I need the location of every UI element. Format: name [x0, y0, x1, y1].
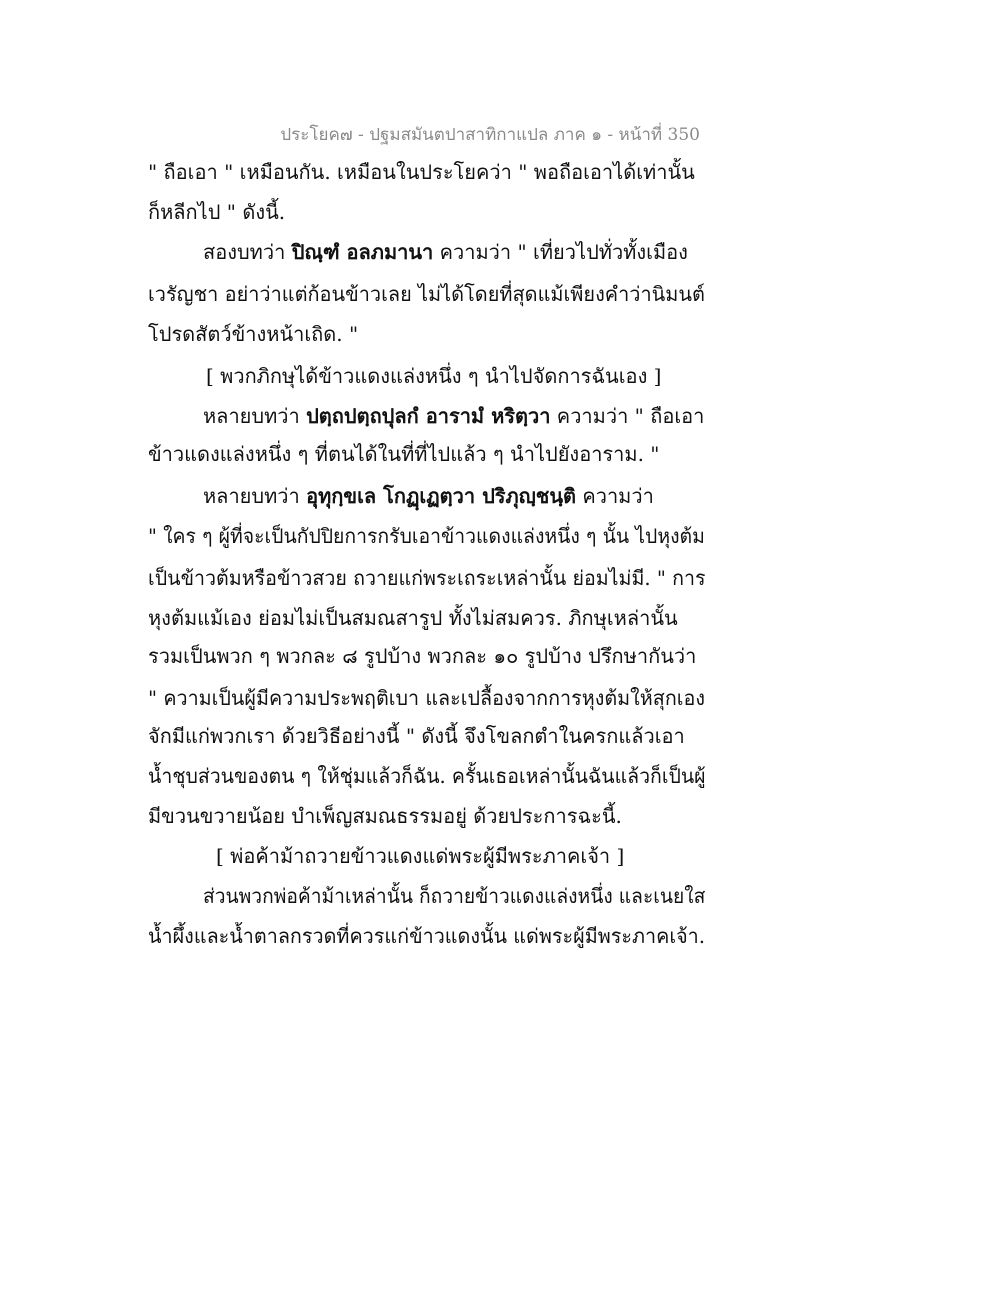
body-line-16: น้ำชุบส่วนของตน ๆ ให้ชุ่มแล้วก็ฉัน. ครั้นเธอเหล่านั้นฉันแล้วก็เป็นผู้ [148, 764, 706, 788]
running-header: ประโยค๗ - ปฐมสมันตปาสาทิกาแปล ภาค ๑ - หน้าที่ 350 [280, 125, 700, 145]
body-line-7 [203, 402, 704, 430]
section-heading-1: [ พวกภิกษุได้ข้าวแดงแล่งหนึ่ง ๆ นำไปจัดการฉันเอง ] [206, 364, 662, 388]
paragraph-text: ความว่า " ถือเอา [550, 404, 705, 428]
paragraph-text: ความว่า [575, 484, 654, 508]
paragraph-lead: หลายบทว่า [203, 484, 307, 508]
body-line-19: ส่วนพวกพ่อค้าม้าเหล่านั้น ก็ถวายข้าวแดงแล่งหนึ่ง และเนยใส [203, 884, 706, 908]
paragraph-text: ความว่า " เที่ยวไปทั่วทั้งเมือง [433, 240, 688, 264]
body-line-14: " ความเป็นผู้มีความประพฤติเบา และเปลื้องจากการหุงต้มให้สุกเอง [148, 686, 705, 710]
body-line-2: ก็หลีกไป " ดังนี้. [148, 200, 286, 224]
body-line-3 [203, 238, 688, 266]
body-line-15: จักมีแก่พวกเรา ด้วยวิธีอย่างนี้ " ดังนี้ จึงโขลกตำในครกแล้วเอา [148, 724, 685, 748]
paragraph-lead: หลายบทว่า [203, 404, 307, 428]
pali-term: อุทุกฺขเล โกฏฺเฏตฺวา ปริภุญฺชนฺติ [306, 484, 576, 508]
body-line-17: มีขวนขวายน้อย บำเพ็ญสมณธรรมอยู่ ด้วยประการฉะนี้. [148, 804, 622, 828]
body-line-1: " ถือเอา " เหมือนกัน. เหมือนในประโยคว่า " พอถือเอาได้เท่านั้น [148, 160, 695, 184]
pali-term: ปิณฺฑํ อลภมานา [291, 240, 434, 264]
body-line-11: เป็นข้าวต้มหรือข้าวสวย ถวายแก่พระเถระเหล่านั้น ย่อมไม่มี. " การ [148, 566, 706, 590]
body-line-8: ข้าวแดงแล่งหนึ่ง ๆ ที่ตนได้ในที่ที่ไปแล้ว ๆ นำไปยังอาราม. " [148, 442, 660, 466]
body-line-10: " ใคร ๆ ผู้ที่จะเป็นกัปปิยการกรับเอาข้าวแดงแล่งหนึ่ง ๆ นั้น ไปหุงต้ม [148, 524, 705, 548]
section-heading-2: [ พ่อค้าม้าถวายข้าวแดงแด่พระผู้มีพระภาคเจ้า ] [216, 844, 625, 868]
pali-term: ปตฺถปตฺถปุลกํ อารามํ หริตฺวา [306, 404, 551, 428]
paragraph-lead: สองบทว่า [203, 240, 292, 264]
body-line-4: เวรัญชา อย่าว่าแต่ก้อนข้าวเลย ไม่ได้โดยที่สุดแม้เพียงคำว่านิมนต์ [148, 282, 705, 306]
body-line-20: น้ำผึ้งและน้ำตาลกรวดที่ควรแก่ข้าวแดงนั้น แด่พระผู้มีพระภาคเจ้า. [148, 924, 706, 948]
body-line-9 [203, 482, 654, 510]
body-line-5: โปรดสัตว์ข้างหน้าเถิด. " [148, 322, 359, 346]
body-line-12: หุงต้มแม้เอง ย่อมไม่เป็นสมณสารูป ทั้งไม่สมควร. ภิกษุเหล่านั้น [148, 606, 678, 630]
body-line-13: รวมเป็นพวก ๆ พวกละ ๘ รูปบ้าง พวกละ ๑๐ รูปบ้าง ปรึกษากันว่า [148, 644, 697, 668]
